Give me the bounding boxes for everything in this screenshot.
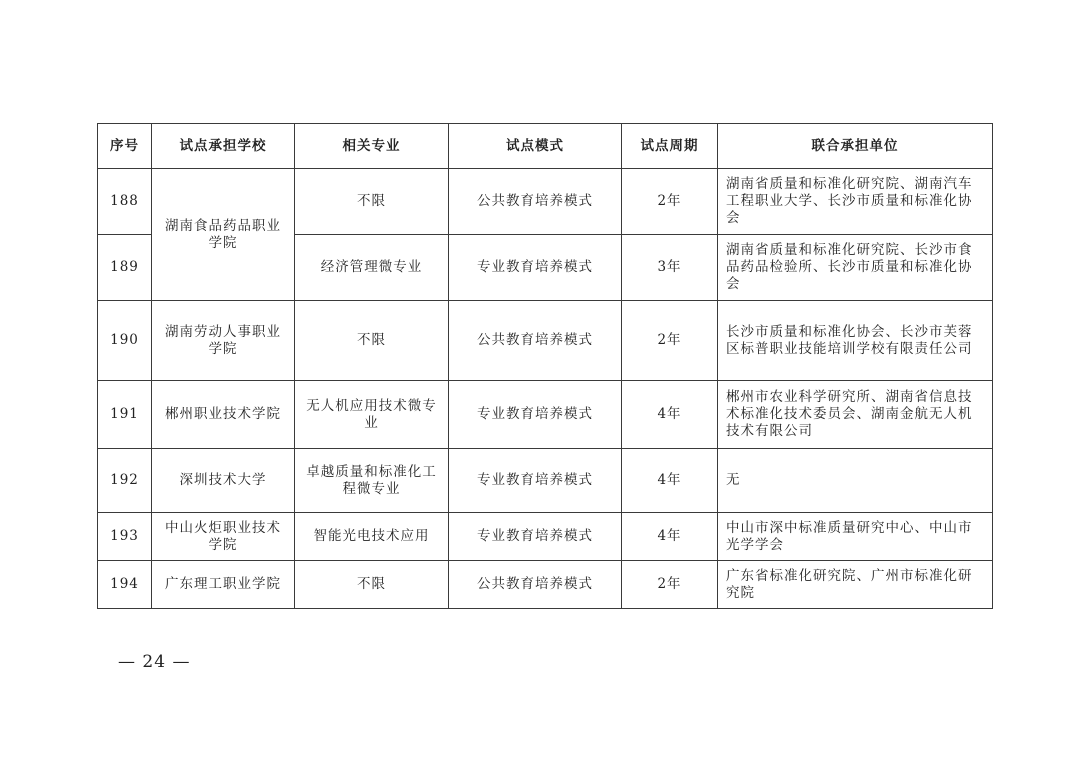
cell-mode: 专业教育培养模式 [449, 449, 622, 513]
cell-mode: 公共教育培养模式 [449, 301, 622, 381]
cell-school: 郴州职业技术学院 [152, 381, 295, 449]
cell-partners: 湖南省质量和标准化研究院、湖南汽车工程职业大学、长沙市质量和标准化协会 [718, 169, 993, 235]
pilot-schools-table [97, 123, 993, 609]
cell-period: 4年 [622, 513, 718, 561]
cell-period: 3年 [622, 235, 718, 301]
table-row [98, 449, 993, 513]
cell-mode: 公共教育培养模式 [449, 561, 622, 609]
cell-mode: 专业教育培养模式 [449, 381, 622, 449]
table-header-row [98, 124, 993, 169]
cell-school: 湖南劳动人事职业学院 [152, 301, 295, 381]
cell-period: 2年 [622, 301, 718, 381]
cell-major: 不限 [295, 301, 449, 381]
table-row [98, 381, 993, 449]
cell-major: 智能光电技术应用 [295, 513, 449, 561]
cell-partners: 长沙市质量和标准化协会、长沙市芙蓉区标普职业技能培训学校有限责任公司 [718, 301, 993, 381]
header-mode: 试点模式 [449, 124, 622, 169]
header-major: 相关专业 [295, 124, 449, 169]
cell-serial: 194 [98, 561, 152, 609]
table-row [98, 513, 993, 561]
cell-mode: 公共教育培养模式 [449, 169, 622, 235]
cell-partners: 郴州市农业科学研究所、湖南省信息技术标准化技术委员会、湖南金航无人机技术有限公司 [718, 381, 993, 449]
header-period: 试点周期 [622, 124, 718, 169]
cell-mode: 专业教育培养模式 [449, 513, 622, 561]
header-serial: 序号 [98, 124, 152, 169]
cell-school: 中山火炬职业技术学院 [152, 513, 295, 561]
cell-major: 卓越质量和标准化工程微专业 [295, 449, 449, 513]
cell-partners: 无 [718, 449, 993, 513]
cell-major: 经济管理微专业 [295, 235, 449, 301]
cell-period: 4年 [622, 449, 718, 513]
cell-period: 4年 [622, 381, 718, 449]
cell-major: 无人机应用技术微专业 [295, 381, 449, 449]
cell-partners: 湖南省质量和标准化研究院、长沙市食品药品检验所、长沙市质量和标准化协会 [718, 235, 993, 301]
header-school: 试点承担学校 [152, 124, 295, 169]
cell-mode: 专业教育培养模式 [449, 235, 622, 301]
cell-school: 深圳技术大学 [152, 449, 295, 513]
cell-serial: 189 [98, 235, 152, 301]
cell-serial: 192 [98, 449, 152, 513]
cell-serial: 188 [98, 169, 152, 235]
cell-partners: 广东省标准化研究院、广州市标准化研究院 [718, 561, 993, 609]
cell-period: 2年 [622, 169, 718, 235]
cell-partners: 中山市深中标准质量研究中心、中山市光学学会 [718, 513, 993, 561]
cell-period: 2年 [622, 561, 718, 609]
cell-serial: 193 [98, 513, 152, 561]
cell-school: 广东理工职业学院 [152, 561, 295, 609]
table-row [98, 561, 993, 609]
page-number: — 24 — [118, 652, 191, 672]
cell-serial: 190 [98, 301, 152, 381]
cell-serial: 191 [98, 381, 152, 449]
cell-school: 湖南食品药品职业学院 [152, 169, 295, 301]
table-row [98, 301, 993, 381]
cell-major: 不限 [295, 169, 449, 235]
cell-major: 不限 [295, 561, 449, 609]
table-row [98, 169, 993, 235]
header-partners: 联合承担单位 [718, 124, 993, 169]
